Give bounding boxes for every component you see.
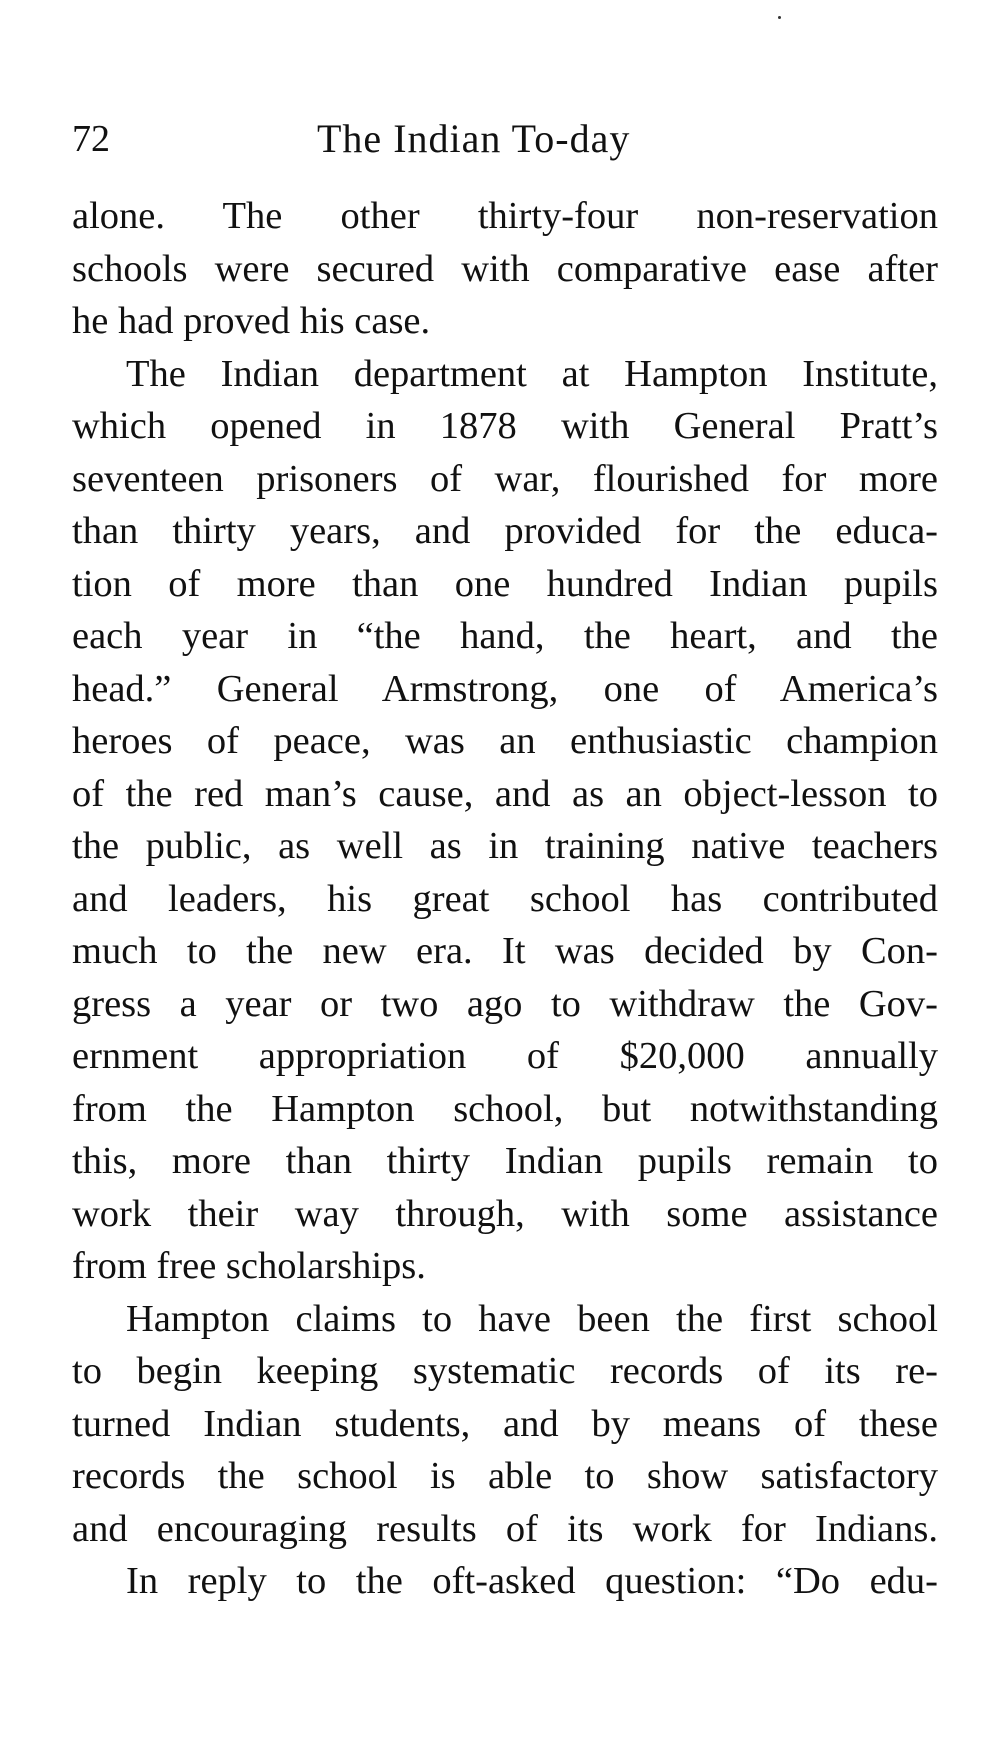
text-line: Hampton claims to have been the first school: [126, 1297, 938, 1340]
page-header: [72, 114, 938, 164]
text-line: In reply to the oft-asked question: “Do edu-: [126, 1560, 938, 1602]
text-line: and encouraging results of its work for Indians.: [72, 1507, 938, 1550]
body-text: [72, 190, 938, 1608]
text-line: each year in “the hand, the heart, and the: [72, 615, 938, 657]
text-line: alone. The other thirty-four non-reservation: [72, 195, 938, 237]
text-line: which opened in 1878 with General Pratt’s: [72, 405, 938, 447]
text-line: gress a year or two ago to withdraw the Gov-: [72, 982, 938, 1025]
print-speck: [778, 16, 781, 19]
text-line: work their way through, with some assistance: [72, 1192, 938, 1235]
text-line: seventeen prisoners of war, flourished for more: [72, 457, 938, 500]
text-line: much to the new era. It was decided by Con-: [72, 930, 938, 972]
text-line: head.” General Armstrong, one of America’s: [72, 667, 938, 710]
text-line: ernment appropriation of $20,000 annually: [72, 1035, 938, 1077]
text-line: to begin keeping systematic records of its re-: [72, 1350, 938, 1392]
text-line: schools were secured with comparative ease after: [72, 247, 938, 290]
text-line: turned Indian students, and by means of these: [72, 1402, 938, 1445]
running-title: The Indian To-day: [317, 116, 631, 161]
page-number: 72: [72, 118, 110, 160]
text-line: tion of more than one hundred Indian pupils: [72, 562, 938, 605]
text-line: The Indian department at Hampton Institute,: [126, 352, 938, 395]
text-line: heroes of peace, was an enthusiastic champion: [72, 720, 938, 762]
text-line: the public, as well as in training native teachers: [72, 825, 938, 867]
text-line: than thirty years, and provided for the educa-: [72, 510, 938, 552]
text-line: he had proved his case.: [72, 300, 431, 342]
text-line: and leaders, his great school has contributed: [72, 877, 938, 920]
text-line: this, more than thirty Indian pupils remain to: [72, 1140, 938, 1182]
text-line: records the school is able to show satisfactory: [72, 1455, 938, 1497]
text-line: from the Hampton school, but notwithstanding: [72, 1087, 938, 1130]
text-line: from free scholarships.: [72, 1245, 426, 1287]
text-line: of the red man’s cause, and as an object-lesson to: [72, 772, 938, 815]
